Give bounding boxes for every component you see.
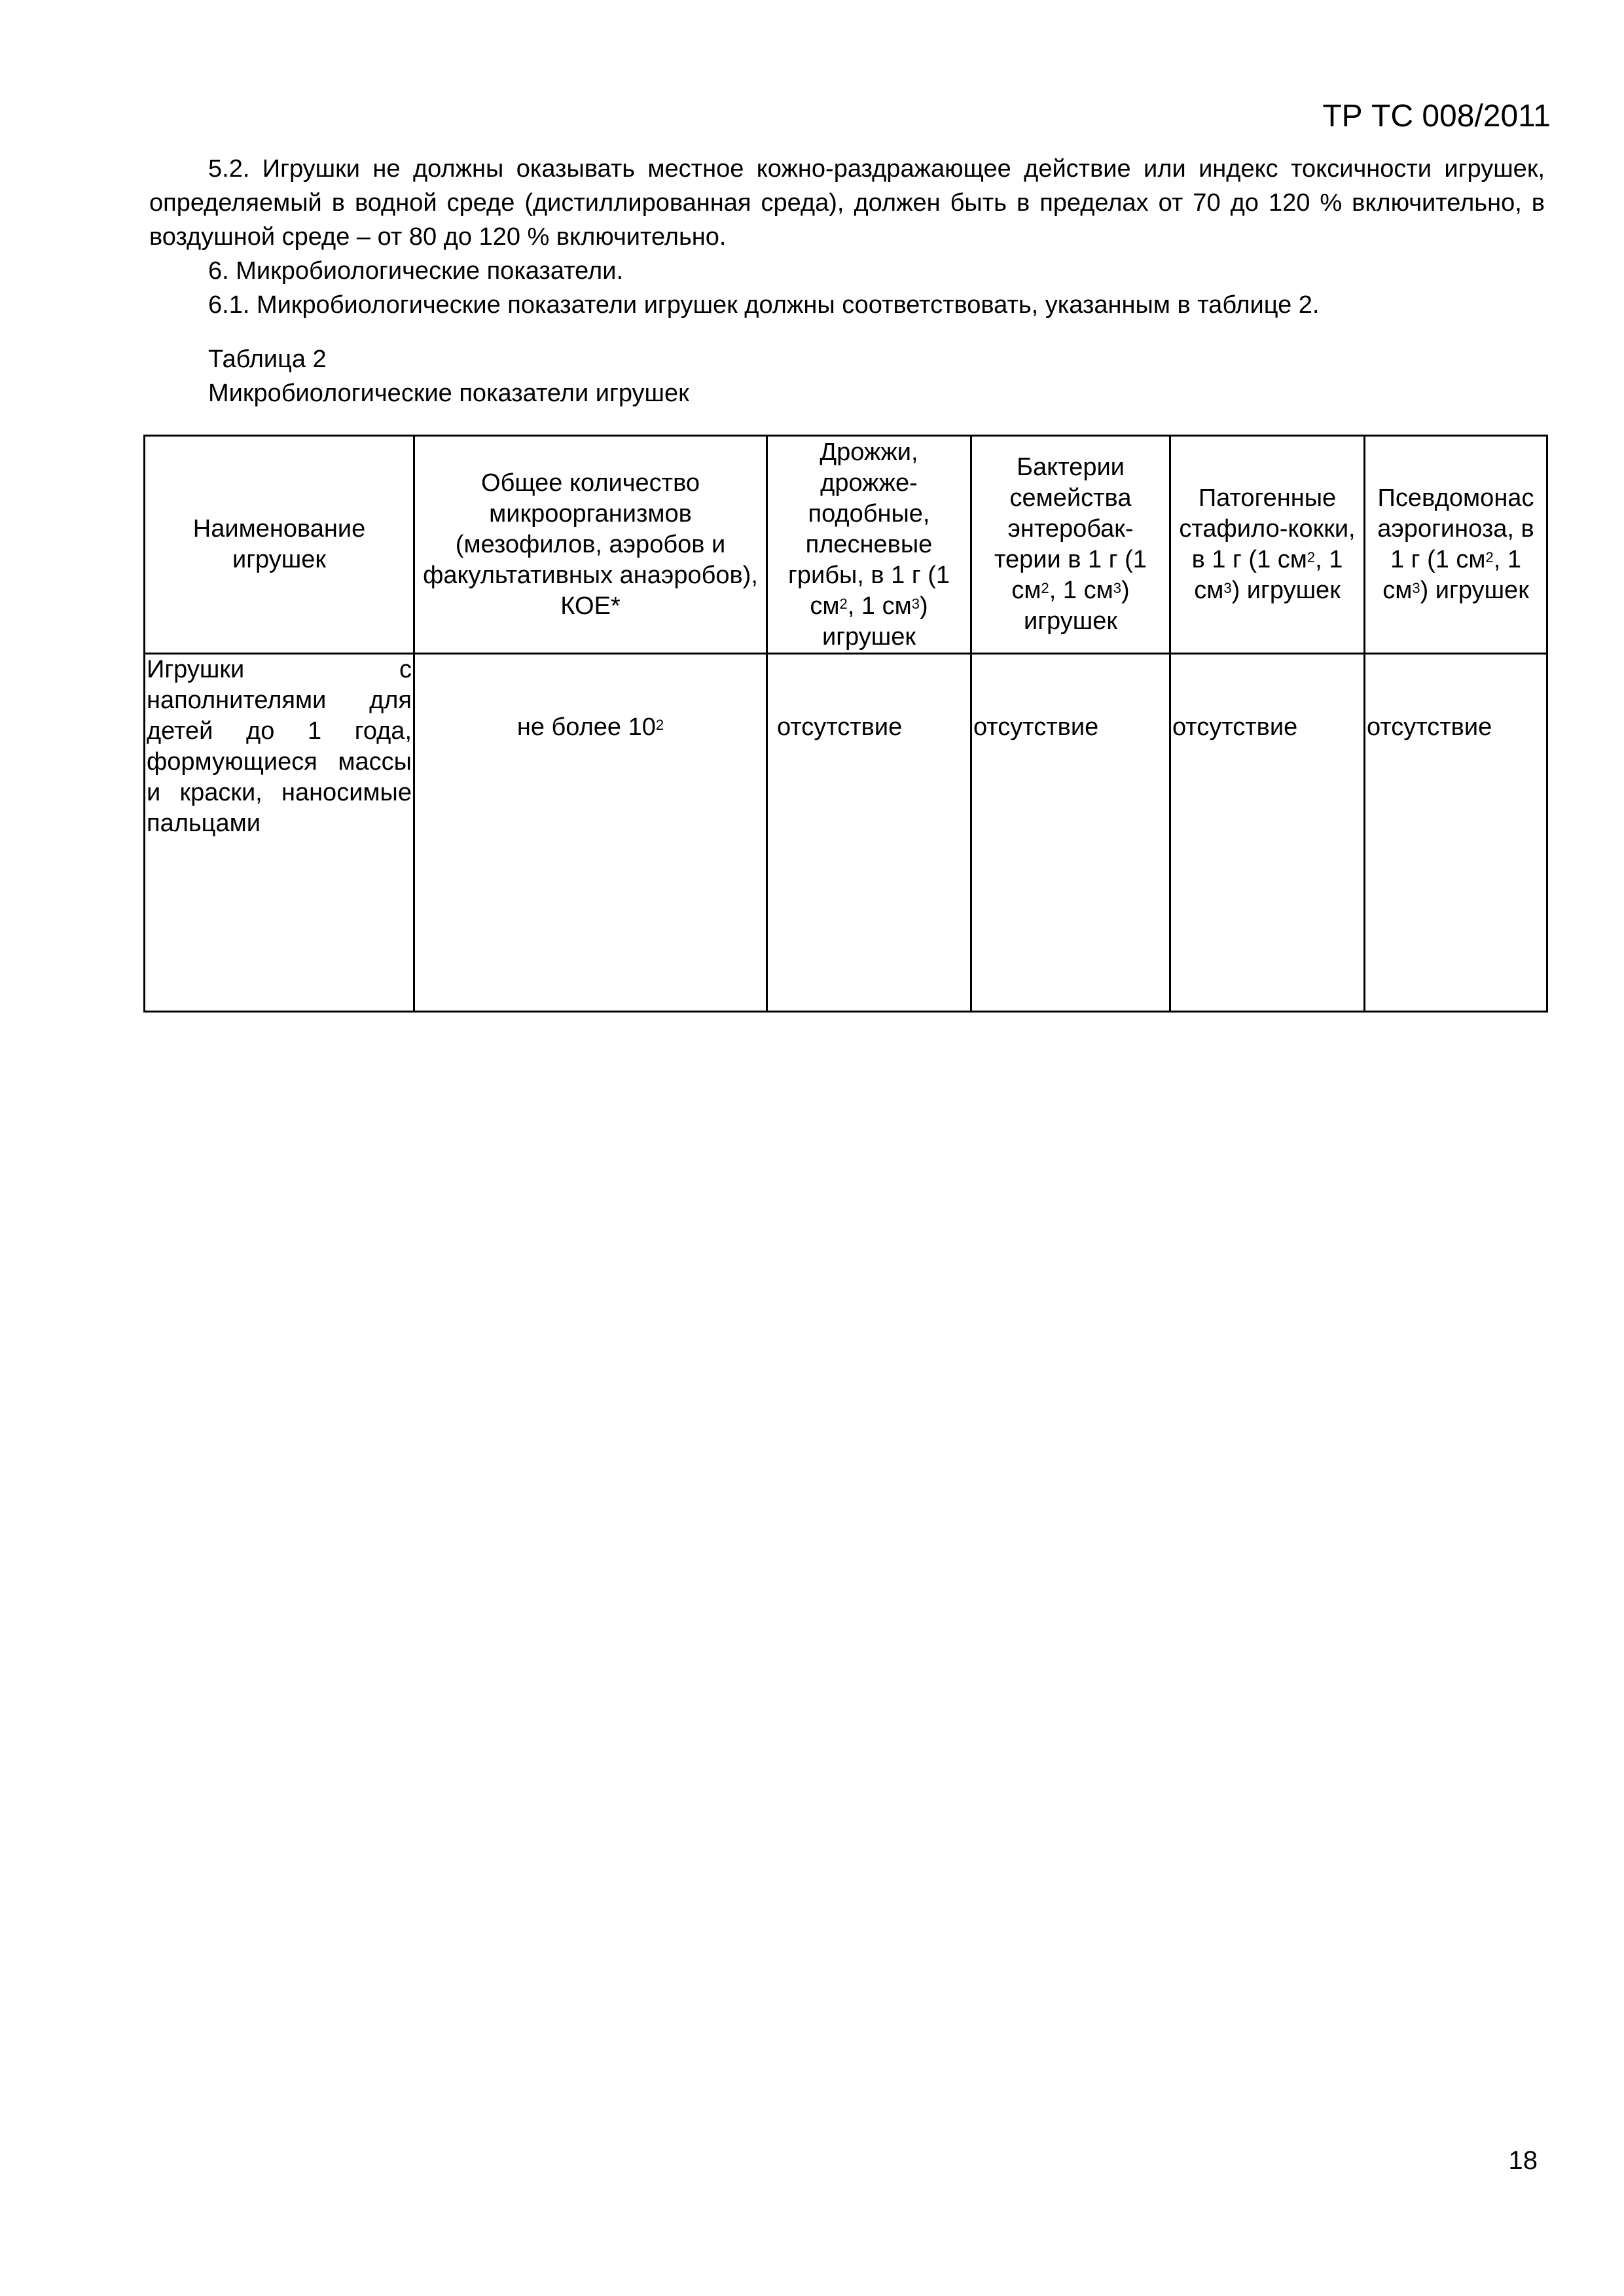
paragraph-5-2: 5.2. Игрушки не должны оказывать местное кожно-раздражающее действие или индекс токсичности игрушек, определяемый в водной среде (дистиллированная среда), должен быть в пределах от 70 до 120 % включительно, в воздушной среде – от 80 до 120 % включительно. [149,155,1545,251]
header-pseudo-text-a: Псевдомонас аэрогиноза, в 1 г (1 см [1377,484,1534,573]
table-header-row [145,436,1547,654]
header-yeast-sup2: 2 [839,595,848,612]
table-title: Микробиологические показатели игрушек [208,380,689,407]
header-entero-text-a: Бактерии семейства энтеробак-терии в 1 г (1 см [994,454,1147,604]
header-staph-sup2: 2 [1307,549,1316,565]
cell-pseudomonas: отсутствие [1365,654,1547,1012]
paragraph-6: 6. Микробиологические показатели. [208,257,624,285]
body-text [149,152,1545,322]
header-toy-name [145,436,414,654]
header-entero-sup2: 2 [1041,580,1049,596]
header-yeast-sup3: 3 [911,595,920,612]
table-row [145,654,1547,1012]
header-total-unit: КОЕ* [560,592,621,620]
cell-enterobacteria: отсутствие [971,654,1170,1012]
header-toy-name-text: Наименование игрушек [192,515,366,573]
header-pseudo-sup3: 3 [1412,580,1420,596]
cell-toy-name: Игрушки с наполнителями для детей до 1 года, формующиеся массы и краски, наносимые пальцами [145,654,414,1012]
header-yeast-text-c: ) игрушек [821,592,928,651]
table-number: Таблица 2 [208,346,327,373]
header-staphylococci [1170,436,1365,654]
header-pseudo-text-c: ) игрушек [1420,577,1529,604]
header-staph-text-a: Патогенные стафило-кокки, в 1 г (1 см [1179,484,1356,573]
header-total-microorganisms [414,436,767,654]
header-yeast [767,436,971,654]
header-entero-sup3: 3 [1113,580,1121,596]
header-pseudomonas [1365,436,1547,654]
header-staph-sup3: 3 [1223,580,1232,596]
document-code: ТР ТС 008/2011 [1322,99,1551,134]
cell-total-microorganisms [414,654,767,1012]
cell-total-exponent: 2 [655,717,664,733]
header-entero-text-c: ) игрушек [1023,577,1130,635]
header-pseudo-text-b: , 1 см [1382,546,1522,604]
header-pseudo-sup2: 2 [1485,549,1494,565]
header-yeast-text-a: Дрожжи, дрожже-подобные, плесневые грибы, в 1 г (1 см [787,438,950,620]
header-total-text: Общее количество микроорганизмов (мезофилов, аэробов и факультативных анаэробов), [423,469,758,589]
paragraph-6-1: 6.1. Микробиологические показатели игрушек должны соответствовать, указанным в таблице 2. [208,291,1320,319]
header-staph-text-b: , 1 см [1194,546,1343,604]
microbiology-table [143,435,1548,1013]
header-yeast-text-b: , 1 см [847,592,912,620]
cell-yeast: отсутствие [767,654,971,1012]
table-caption [208,342,689,410]
header-entero-text-b: , 1 см [1049,577,1113,604]
cell-total-prefix: не более 10 [516,713,656,741]
header-enterobacteria [971,436,1170,654]
header-staph-text-c: ) игрушек [1231,577,1341,604]
page-number: 18 [1508,2146,1538,2175]
cell-staphylococci: отсутствие [1170,654,1365,1012]
